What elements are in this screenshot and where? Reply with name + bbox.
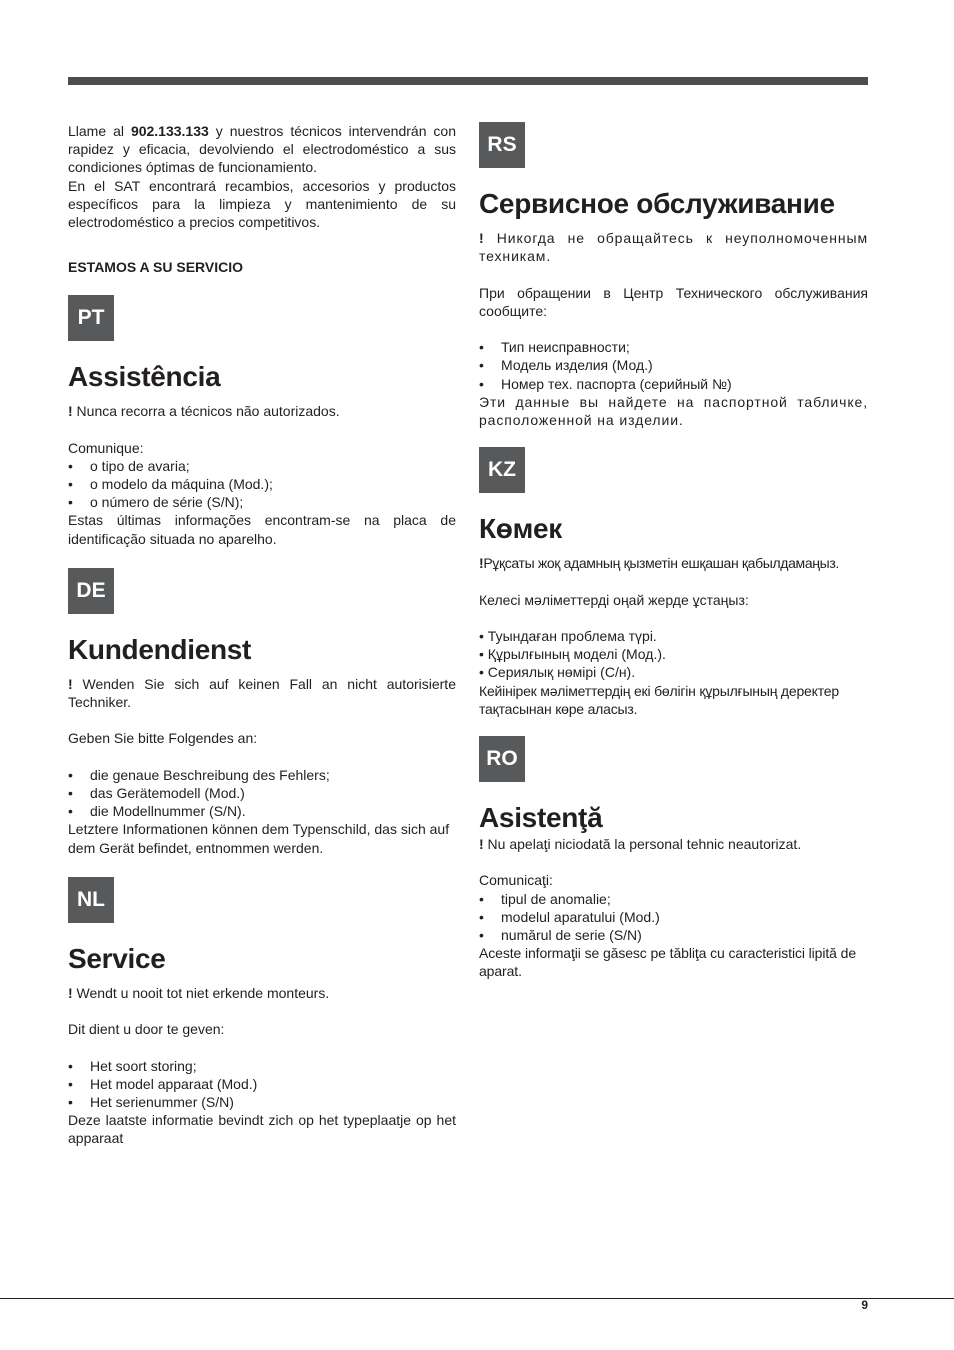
section-title-nl: Service: [68, 942, 166, 974]
list-item: • Het model apparaat (Mod.): [68, 1075, 456, 1093]
es-text: y nuestros técnicos intervendrán con rapidez y eficacia, devolviendo el electrodoméstico a sus condiciones óptimas de funcionamiento.: [68, 123, 457, 176]
es-paragraph-1: [68, 122, 456, 177]
list-item: • Сериялық нөмірі (С/н).: [479, 663, 868, 681]
warning-icon: !: [479, 836, 484, 852]
intro-pt: Comunique:: [68, 439, 144, 456]
intro-nl: Dit dient u door te geven:: [68, 1021, 225, 1038]
warning-icon: !: [68, 984, 73, 1001]
warning-text: Wendt u nooit tot niet erkende monteurs.: [72, 984, 330, 1001]
section-title-de: Kundendienst: [68, 633, 252, 665]
list-item: • Құрылғының моделі (Мод.).: [479, 645, 868, 663]
note-nl: Deze laatste informatie bevindt zich op het typeplaatje op het apparaat: [68, 1112, 456, 1147]
es-phone-number: 902.133.133: [130, 123, 209, 139]
warning-pt: [68, 402, 456, 420]
warning-nl: [68, 984, 456, 1002]
note-rs: Эти данные вы найдете на паспортной табличке, расположенной на изделии.: [479, 393, 868, 428]
warning-icon: !: [68, 403, 73, 420]
warning-text: Никогда не обращайтесь к неуполномоченным техникам.: [479, 230, 868, 265]
list-item: • Тип неисправности;: [479, 338, 868, 356]
section-title-ro: Asistenţă: [479, 802, 603, 833]
language-badge-pt: PT: [68, 295, 114, 341]
list-kz: [479, 627, 868, 682]
es-text: Llame al: [68, 123, 131, 139]
warning-kz: [479, 554, 868, 572]
warning-ro: [479, 835, 868, 853]
list-item: • Het serienummer (S/N): [68, 1093, 456, 1111]
list-item: • Модель изделия (Мод.): [479, 356, 868, 374]
note-de: Letztere Informationen können dem Typenschild, das sich auf dem Gerät befindet, entnommen werden.: [68, 821, 450, 856]
list-item: • o modelo da máquina (Mod.);: [68, 475, 456, 493]
warning-de: [68, 675, 456, 711]
list-pt: [68, 457, 456, 512]
list-item: • die Modellnummer (S/N).: [68, 802, 456, 820]
list-item: • Номер тех. паспорта (серийный №): [479, 375, 868, 393]
list-item: • o tipo de avaria;: [68, 457, 456, 475]
note-ro: Aceste informaţii se găsesc pe tăbliţa cu caracteristici lipită de aparat.: [479, 945, 857, 980]
language-badge-nl: NL: [68, 877, 114, 923]
list-rs: [479, 338, 868, 393]
language-badge-rs: RS: [479, 122, 525, 168]
section-title-rs: Сервисное обслуживание: [479, 188, 835, 219]
intro-rs: При обращении в Центр Технического обслуживания сообщите:: [479, 284, 868, 319]
list-item: • die genaue Beschreibung des Fehlers;: [68, 766, 456, 784]
intro-kz: Келесі мәліметтерді оңай жерде ұстаңыз:: [479, 591, 749, 608]
page-number: 9: [861, 1298, 868, 1312]
warning-text: Рұқсаты жоқ адамның қызметін ешқашан қабылдамаңыз.: [483, 555, 839, 572]
list-item: • numărul de serie (S/N): [479, 926, 868, 944]
warning-text: Nu apelaţi niciodată la personal tehnic neautorizat.: [483, 836, 802, 852]
list-ro: [479, 890, 868, 945]
warning-icon: !: [479, 230, 485, 246]
list-item: • tipul de anomalie;: [479, 890, 868, 908]
language-badge-kz: KZ: [479, 447, 525, 493]
note-pt: Estas últimas informações encontram-se na placa de identificação situada no aparelho.: [68, 512, 456, 547]
list-item: • das Gerätemodell (Mod.): [68, 784, 456, 802]
warning-rs: [479, 229, 868, 265]
header-bar: [68, 77, 868, 85]
es-paragraph-2: En el SAT encontrará recambios, accesorios y productos específicos para la limpieza y mantenimiento de su electrodoméstico a precios competitivos.: [68, 177, 456, 231]
language-badge-de: DE: [68, 568, 114, 614]
left-column: [68, 122, 456, 1148]
list-item: • modelul aparatului (Mod.): [479, 908, 868, 926]
warning-text: Wenden Sie sich auf keinen Fall an nicht autorisierte Techniker.: [68, 675, 456, 711]
intro-ro: Comunicaţi:: [479, 872, 553, 889]
footer-rule: [0, 1298, 954, 1299]
warning-icon: !: [479, 555, 484, 572]
es-service-label: ESTAMOS A SU SERVICIO: [68, 259, 244, 276]
language-badge-ro: RO: [479, 736, 525, 782]
list-item: • o número de série (S/N);: [68, 493, 456, 511]
list-item: • Туындаған проблема түрі.: [479, 627, 868, 645]
warning-icon: !: [68, 675, 73, 692]
section-title-pt: Assistência: [68, 361, 221, 393]
section-title-kz: Көмек: [479, 513, 562, 545]
right-column: [479, 122, 868, 981]
list-de: [68, 766, 456, 821]
note-kz: Кейінірек мәліметтердің екі бөлігін құрылғының деректер тақтасынан көре аласыз.: [479, 682, 839, 717]
intro-de: Geben Sie bitte Folgendes an:: [68, 730, 258, 747]
list-item: • Het soort storing;: [68, 1057, 456, 1075]
list-nl: [68, 1057, 456, 1112]
warning-text: Nunca recorra a técnicos não autorizados.: [72, 403, 340, 420]
